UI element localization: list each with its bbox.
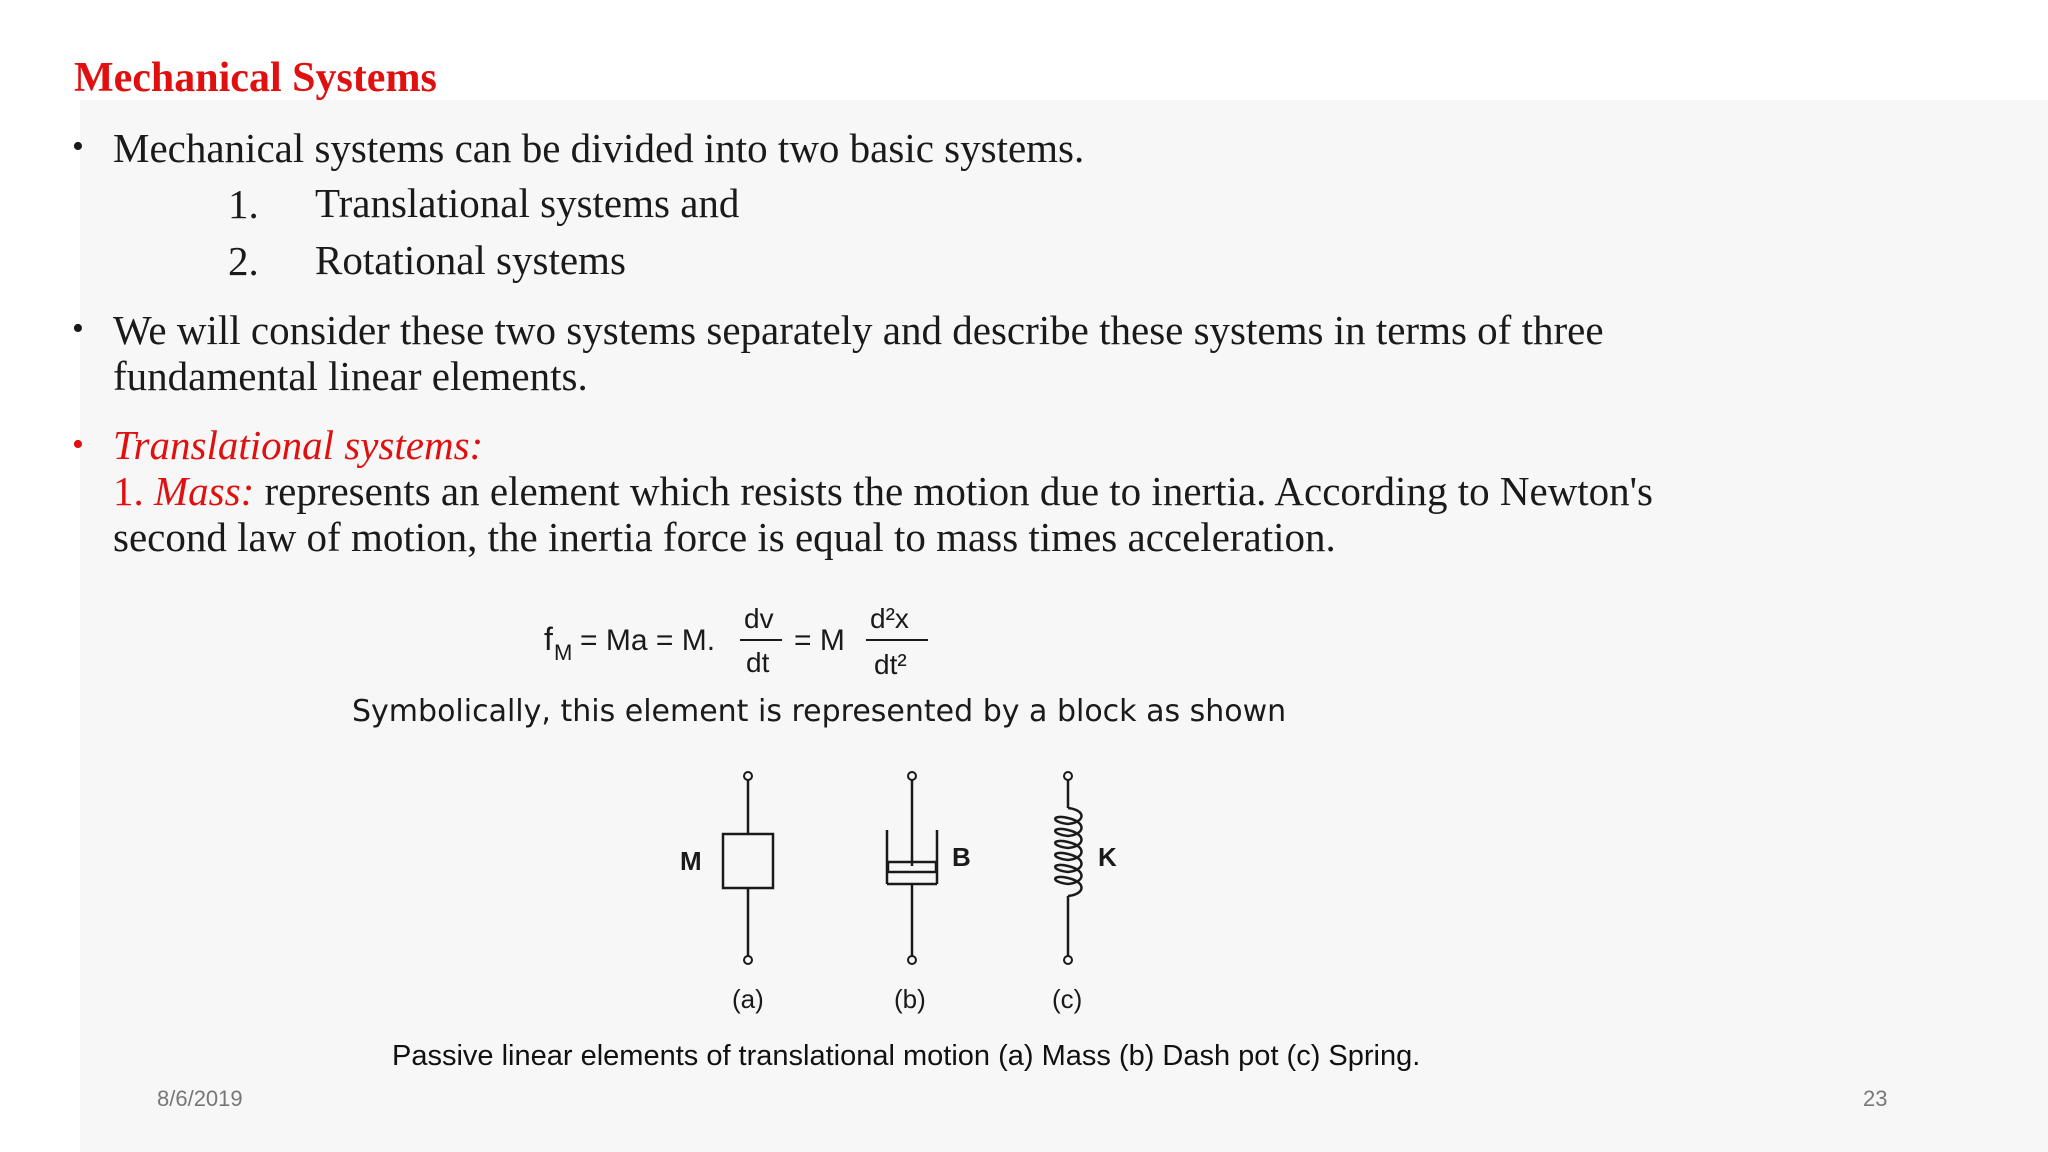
- spring-top-terminal: [1064, 772, 1072, 780]
- eq-middle: = Ma = M.: [580, 624, 716, 657]
- bullet-2-line-1: We will consider these two systems separately and describe these systems in terms of three: [113, 307, 1604, 353]
- bullet-3-heading: Translational systems:: [113, 422, 484, 468]
- elements-diagram: [660, 760, 1180, 1020]
- mass-label: M: [680, 846, 702, 876]
- mass-definition: represents an element which resists the motion due to inertia. According to Newton's: [254, 468, 1653, 514]
- eq-frac2-den: dt²: [874, 649, 907, 680]
- bullet-2-line-2: fundamental linear elements.: [113, 353, 588, 399]
- bullet-dot: •: [72, 128, 84, 165]
- figure-caption: Passive linear elements of translational motion (a) Mass (b) Dash pot (c) Spring.: [392, 1040, 1421, 1072]
- dashpot-element: [887, 772, 971, 1014]
- dashpot-tag: (b): [894, 984, 926, 1014]
- list-number-1: 1.: [228, 181, 259, 227]
- eq-frac2-num: d²x: [870, 603, 909, 634]
- eq-frac1-den: dt: [746, 647, 770, 678]
- mass-top-terminal: [744, 772, 752, 780]
- mass-block: [723, 834, 773, 888]
- bullet-1-text: Mechanical systems can be divided into two basic systems.: [113, 125, 1085, 171]
- spring-label: K: [1098, 842, 1117, 872]
- mass-tag: (a): [732, 984, 764, 1014]
- list-number-2: 2.: [228, 238, 259, 284]
- mass-element: [680, 772, 773, 1014]
- spring-bottom-terminal: [1064, 956, 1072, 964]
- dashpot-top-terminal: [908, 772, 916, 780]
- mass-term: Mass:: [154, 468, 255, 514]
- slide-title: Mechanical Systems: [74, 55, 437, 101]
- spring-coil: [1055, 808, 1081, 896]
- eq-lhs-subscript: M: [554, 640, 573, 665]
- mass-equation: [540, 592, 940, 682]
- eq-lhs: f: [544, 621, 553, 657]
- page-number: 23: [1863, 1086, 1888, 1111]
- bullet-3-line-2: second law of motion, the inertia force is equal to mass times acceleration.: [113, 514, 1336, 560]
- list-item-2: Rotational systems: [315, 237, 626, 283]
- eq-frac1-num: dv: [744, 603, 774, 634]
- dashpot-bottom-terminal: [908, 956, 916, 964]
- mass-bottom-terminal: [744, 956, 752, 964]
- eq-middle-2: = M: [794, 624, 845, 657]
- bullet-dot: •: [72, 426, 84, 463]
- footer-date: 8/6/2019: [157, 1086, 243, 1111]
- bullet-dot: •: [72, 310, 84, 347]
- mass-number: 1.: [113, 468, 154, 514]
- list-item-1: Translational systems and: [315, 180, 740, 226]
- dashpot-label: B: [952, 842, 971, 872]
- symbolic-description: Symbolically, this element is represented by a block as shown: [352, 694, 1287, 729]
- spring-element: [1052, 772, 1117, 1014]
- bullet-3-line-1: [113, 468, 1653, 514]
- spring-tag: (c): [1052, 984, 1083, 1014]
